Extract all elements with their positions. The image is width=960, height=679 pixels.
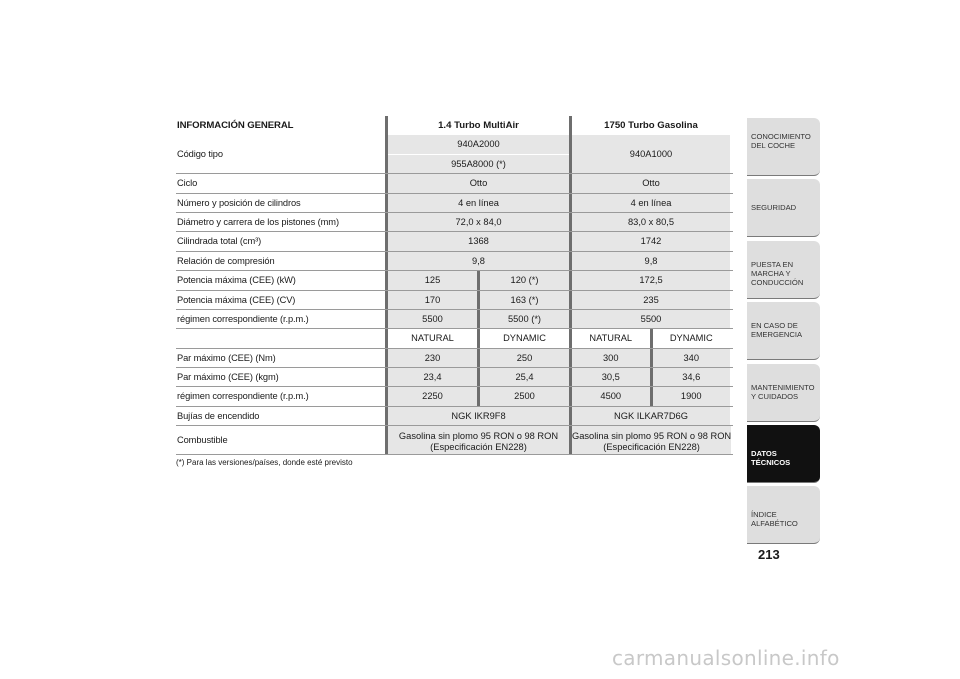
table-row: Potencia máxima (CEE) (kW) 125 120 (*) 172,5 <box>176 271 733 290</box>
tab-mantenimiento[interactable]: MANTENIMIENTO Y CUIDADOS <box>747 364 820 422</box>
technical-data-table <box>176 116 733 455</box>
page-number: 213 <box>758 547 780 562</box>
header-engine-2: 1750 Turbo Gasolina <box>604 120 698 131</box>
table-row: Combustible Gasolina sin plomo 95 RON o 98 RON (Especificación EN228) Gasolina sin plomo 95 RON o 98 RON (Especificación EN228) <box>176 426 733 455</box>
table-row: régimen correspondiente (r.p.m.) 5500 5500 (*) 5500 <box>176 310 733 329</box>
table-header-row <box>176 116 733 135</box>
table-row: Diámetro y carrera de los pistones (mm) 72,0 x 84,0 83,0 x 80,5 <box>176 213 733 232</box>
table-row: Bujías de encendido NGK IKR9F8 NGK ILKAR7D6G <box>176 407 733 426</box>
table-row: Potencia máxima (CEE) (CV) 170 163 (*) 235 <box>176 291 733 310</box>
footnote: (*) Para las versiones/países, donde esté previsto <box>176 458 353 467</box>
table-row: Par máximo (CEE) (kgm) 23,4 25,4 30,5 34,6 <box>176 368 733 387</box>
table-row: NATURAL DYNAMIC NATURAL DYNAMIC <box>176 329 733 348</box>
table-row: Ciclo Otto Otto <box>176 174 733 193</box>
table-row: Código tipo 940A2000 955A8000 (*) 940A1000 <box>176 135 733 174</box>
tab-indice-alfabetico[interactable]: ÍNDICE ALFABÉTICO <box>747 486 820 544</box>
tab-datos-tecnicos[interactable]: DATOS TÉCNICOS <box>747 425 820 483</box>
header-label: INFORMACIÓN GENERAL <box>177 120 294 131</box>
table-row: Relación de compresión 9,8 9,8 <box>176 252 733 271</box>
tab-seguridad[interactable]: SEGURIDAD <box>747 179 820 237</box>
table-row: Cilindrada total (cm³) 1368 1742 <box>176 232 733 251</box>
tab-emergencia[interactable]: EN CASO DE EMERGENCIA <box>747 302 820 360</box>
table-row: régimen correspondiente (r.p.m.) 2250 2500 4500 1900 <box>176 387 733 406</box>
table-row: Número y posición de cilindros 4 en línea 4 en línea <box>176 194 733 213</box>
tab-conocimiento[interactable]: CONOCIMIENTO DEL COCHE <box>747 118 820 176</box>
table-row: Par máximo (CEE) (Nm) 230 250 300 340 <box>176 349 733 368</box>
tab-puesta-en-marcha[interactable]: PUESTA EN MARCHA Y CONDUCCIÓN <box>747 241 820 299</box>
header-engine-1: 1.4 Turbo MultiAir <box>438 120 519 131</box>
watermark: carmanualsonline.info <box>612 646 840 670</box>
chapter-tabs <box>747 118 820 548</box>
